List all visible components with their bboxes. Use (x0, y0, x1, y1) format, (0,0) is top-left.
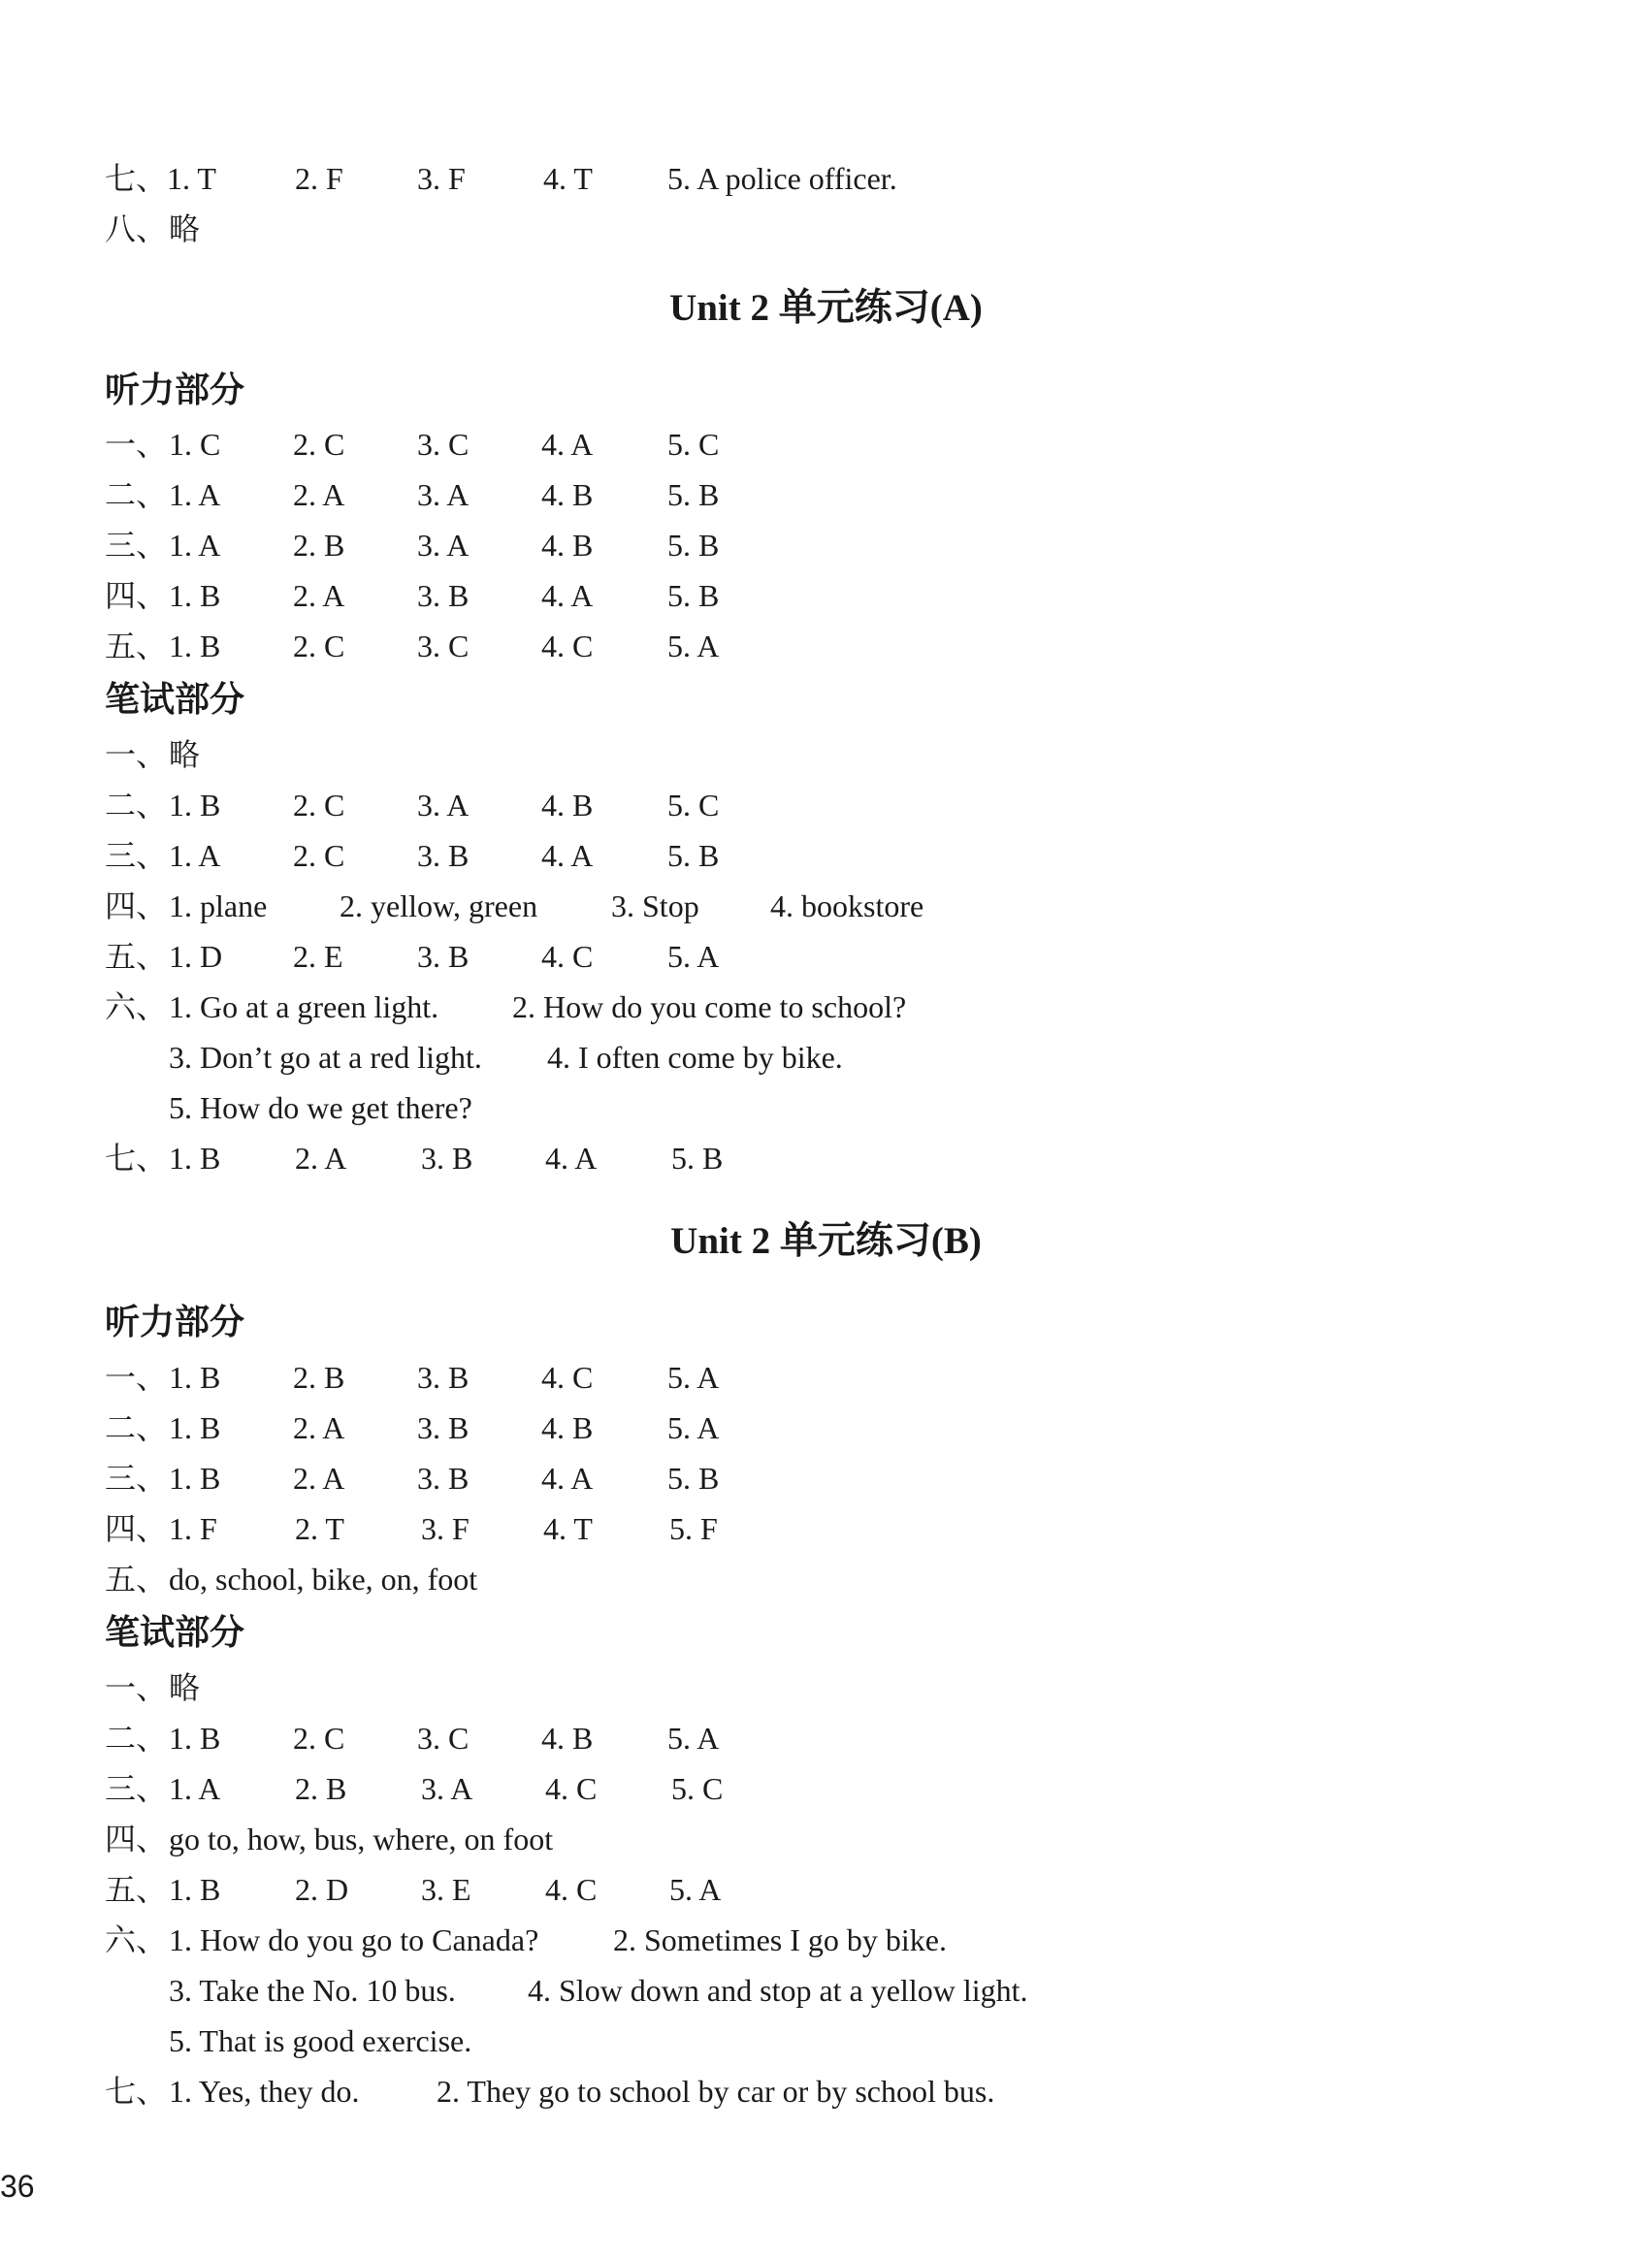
question-number: 一、 (105, 1360, 168, 1395)
question-number: 四、 (105, 578, 168, 613)
answer-item: 3. B (417, 578, 470, 613)
answer-item: 2. They go to school by car or by school bus. (437, 2074, 995, 2109)
answer-item: 2. A (293, 1410, 345, 1445)
answer-item: 5. How do we get there? (169, 1090, 472, 1125)
answer-item: 5. A police officer. (667, 161, 897, 196)
answer-item: 3. A (417, 528, 470, 563)
answer-item: 1. A (169, 1771, 221, 1806)
question-number: 四、 (105, 1822, 168, 1856)
answer-text: do, school, bike, on, foot (169, 1562, 478, 1597)
answer-item: 1. B (169, 1141, 221, 1176)
answer-item: 5. A (669, 1872, 722, 1907)
question-number: 二、 (105, 788, 168, 823)
answer-item: 2. C (293, 1721, 345, 1756)
answer-item: 3. Take the No. 10 bus. (169, 1973, 456, 2008)
answer-text: 略 (169, 737, 201, 772)
answer-item: 3. E (421, 1872, 471, 1907)
answer-item: 1. B (169, 788, 221, 823)
answer-text: 略 (169, 211, 201, 246)
answer-item: 2. T (295, 1511, 344, 1546)
answer-item: 2. A (293, 477, 345, 512)
question-number: 四、 (105, 1511, 168, 1546)
question-number: 五、 (105, 629, 168, 663)
unit-b-listening-heading: 听力部分 (105, 1303, 245, 1342)
answer-item: 1. T (167, 161, 216, 196)
question-number: 五、 (105, 1562, 168, 1597)
answer-item: 4. C (545, 1872, 598, 1907)
answer-item: 5. B (667, 838, 720, 873)
unit-a-writing-heading: 笔试部分 (105, 680, 245, 720)
answer-item: 2. How do you come to school? (512, 989, 907, 1024)
answer-item: 5. C (667, 427, 720, 462)
answer-item: 4. Slow down and stop at a yellow light. (528, 1973, 1028, 2008)
answer-item: 5. B (667, 477, 720, 512)
answer-item: 1. B (169, 1721, 221, 1756)
answer-item: 1. plane (169, 888, 268, 923)
question-number: 二、 (105, 477, 168, 512)
question-number: 六、 (105, 989, 168, 1024)
unit-a-title: Unit 2 单元练习(A) (669, 287, 983, 329)
question-number: 六、 (105, 1922, 168, 1957)
answer-item: 3. F (421, 1511, 470, 1546)
answer-item: 1. A (169, 838, 221, 873)
answer-item: 5. F (669, 1511, 718, 1546)
question-number: 七、 (105, 2074, 168, 2109)
page-number: 36 (0, 2169, 35, 2204)
answer-item: 2. C (293, 629, 345, 663)
answer-item: 3. B (421, 1141, 473, 1176)
answer-item: 5. C (667, 788, 720, 823)
answer-item: 4. T (543, 1511, 593, 1546)
answer-item: 4. B (541, 788, 594, 823)
answer-item: 4. I often come by bike. (547, 1040, 843, 1075)
answer-item: 3. A (417, 788, 470, 823)
answer-item: 2. B (293, 1360, 345, 1395)
answer-item: 5. A (667, 1360, 720, 1395)
unit-b-title: Unit 2 单元练习(B) (670, 1220, 982, 1262)
question-number: 七、 (105, 161, 168, 196)
answer-item: 4. B (541, 477, 594, 512)
answer-item: 4. C (541, 1360, 594, 1395)
answer-item: 1. F (169, 1511, 217, 1546)
answer-item: 3. C (417, 1721, 470, 1756)
unit-a-listening-heading: 听力部分 (105, 371, 245, 410)
question-number: 一、 (105, 737, 168, 772)
answer-text: go to, how, bus, where, on foot (169, 1822, 554, 1856)
answer-item: 5. B (667, 578, 720, 613)
answer-item: 5. C (671, 1771, 724, 1806)
answer-item: 1. A (169, 528, 221, 563)
answer-item: 4. C (541, 939, 594, 974)
answer-item: 4. A (541, 1461, 594, 1496)
answer-item: 3. B (417, 939, 470, 974)
answer-item: 5. A (667, 629, 720, 663)
answer-item: 3. F (417, 161, 466, 196)
question-number: 五、 (105, 1872, 168, 1907)
answer-item: 3. B (417, 838, 470, 873)
question-number: 三、 (105, 1461, 168, 1496)
answer-item: 1. A (169, 477, 221, 512)
answer-item: 2. Sometimes I go by bike. (613, 1922, 947, 1957)
answer-item: 5. That is good exercise. (169, 2023, 472, 2058)
answer-item: 4. A (541, 427, 594, 462)
answer-item: 5. A (667, 1721, 720, 1756)
answer-item: 3. A (417, 477, 470, 512)
question-number: 二、 (105, 1721, 168, 1756)
answer-item: 2. A (295, 1141, 347, 1176)
answer-item: 4. bookstore (770, 888, 924, 923)
answer-item: 2. C (293, 427, 345, 462)
question-number: 八、 (105, 211, 168, 246)
answer-item: 3. B (417, 1461, 470, 1496)
answer-item: 1. How do you go to Canada? (169, 1922, 539, 1957)
question-number: 一、 (105, 1670, 168, 1705)
answer-item: 3. A (421, 1771, 473, 1806)
answer-item: 4. B (541, 1410, 594, 1445)
answer-item: 4. A (541, 838, 594, 873)
answer-item: 2. C (293, 838, 345, 873)
answer-item: 3. C (417, 427, 470, 462)
answer-item: 3. B (417, 1410, 470, 1445)
question-number: 一、 (105, 427, 168, 462)
answer-item: 4. B (541, 528, 594, 563)
answer-item: 2. yellow, green (340, 888, 538, 923)
answer-item: 4. T (543, 161, 593, 196)
answer-item: 1. B (169, 578, 221, 613)
answer-item: 1. Yes, they do. (169, 2074, 360, 2109)
answer-text: 略 (169, 1670, 201, 1705)
answer-item: 4. B (541, 1721, 594, 1756)
answer-item: 2. B (293, 528, 345, 563)
answer-item: 3. B (417, 1360, 470, 1395)
answer-item: 4. A (541, 578, 594, 613)
answer-item: 4. C (541, 629, 594, 663)
question-number: 三、 (105, 1771, 168, 1806)
unit-b-writing-heading: 笔试部分 (105, 1613, 245, 1653)
answer-item: 1. B (169, 1872, 221, 1907)
answer-item: 4. A (545, 1141, 598, 1176)
question-number: 三、 (105, 838, 168, 873)
answer-item: 2. C (293, 788, 345, 823)
answer-item: 2. D (295, 1872, 349, 1907)
answer-item: 5. B (667, 1461, 720, 1496)
answer-item: 4. C (545, 1771, 598, 1806)
answer-item: 2. A (293, 578, 345, 613)
answer-item: 2. B (295, 1771, 347, 1806)
answer-item: 1. B (169, 1360, 221, 1395)
answer-item: 5. A (667, 1410, 720, 1445)
answer-item: 5. B (671, 1141, 724, 1176)
answer-item: 1. Go at a green light. (169, 989, 439, 1024)
answer-item: 1. D (169, 939, 223, 974)
answer-item: 2. E (293, 939, 343, 974)
question-number: 三、 (105, 528, 168, 563)
answer-item: 1. C (169, 427, 221, 462)
question-number: 四、 (105, 888, 168, 923)
answer-item: 5. B (667, 528, 720, 563)
answer-item: 2. F (295, 161, 343, 196)
answer-item: 1. B (169, 1410, 221, 1445)
question-number: 五、 (105, 939, 168, 974)
answer-item: 1. B (169, 629, 221, 663)
answer-item: 3. Don’t go at a red light. (169, 1040, 482, 1075)
question-number: 二、 (105, 1410, 168, 1445)
answer-item: 2. A (293, 1461, 345, 1496)
answer-item: 3. C (417, 629, 470, 663)
answer-item: 3. Stop (611, 888, 699, 923)
answer-item: 5. A (667, 939, 720, 974)
answer-item: 1. B (169, 1461, 221, 1496)
question-number: 七、 (105, 1141, 168, 1176)
